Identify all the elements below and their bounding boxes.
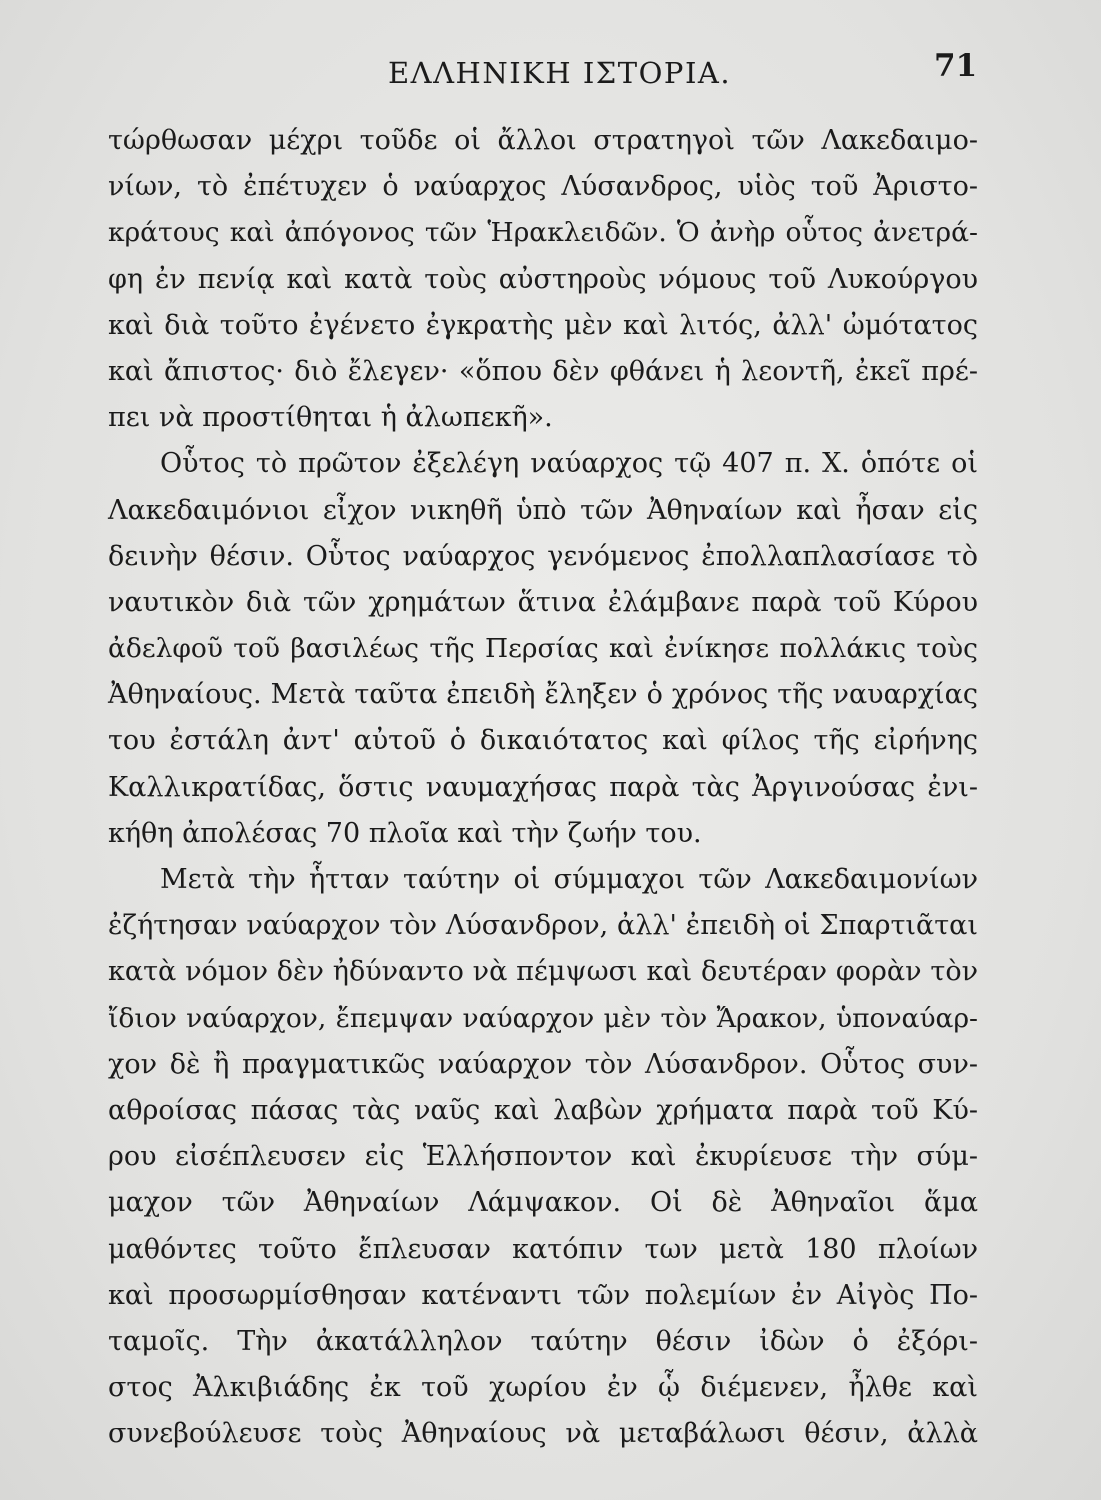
- text-line: Μετὰ τὴν ἧτταν ταύτην οἱ σύμμαχοι τῶν Λακεδαιμονίων: [160, 864, 978, 895]
- text-line: ἴδιον ναύαρχον, ἔπεμψαν ναύαρχον μὲν τὸν Ἄρακον, ὑποναύαρ-: [108, 1002, 978, 1034]
- text-line: ἀδελφοῦ τοῦ βασιλέως τῆς Περσίας καὶ ἐνίκησε πολλάκις τοὺς: [108, 633, 978, 665]
- text-line: Οὗτος τὸ πρῶτον ἐξελέγη ναύαρχος τῷ 407 π. Χ. ὁπότε οἱ: [160, 448, 978, 480]
- text-line: καὶ προσωρμίσθησαν κατέναντι τῶν πολεμίων ἐν Αἰγὸς Πο-: [108, 1279, 978, 1311]
- text-line: Λακεδαιμόνιοι εἶχον νικηθῆ ὑπὸ τῶν Ἀθηναίων καὶ ἦσαν εἰς: [108, 494, 978, 526]
- text-line: ἐζήτησαν ναύαρχον τὸν Λύσανδρον, ἀλλ' ἐπειδὴ οἱ Σπαρτιᾶται: [108, 910, 978, 942]
- text-line: του ἐστάλη ἀντ' αὐτοῦ ὁ δικαιότατος καὶ φίλος τῆς εἰρήνης: [108, 725, 978, 757]
- text-line: Ἀθηναίους. Μετὰ ταῦτα ἐπειδὴ ἔληξεν ὁ χρόνος τῆς ναυαρχίας: [108, 679, 978, 711]
- page-header: [0, 48, 1101, 98]
- text-line: μαχον τῶν Ἀθηναίων Λάμψακον. Οἱ δὲ Ἀθηναῖοι ἅμα: [108, 1187, 978, 1219]
- text-line: καὶ διὰ τοῦτο ἐγένετο ἐγκρατὴς μὲν καὶ λιτός, ἀλλ' ὠμότατος: [108, 309, 978, 341]
- text-line: Καλλικρατίδας, ὅστις ναυμαχήσας παρὰ τὰς Ἀργινούσας ἐνι-: [108, 771, 978, 803]
- text-line: χον δὲ ἢ πραγματικῶς ναύαρχον τὸν Λύσανδρον. Οὗτος συν-: [108, 1048, 978, 1080]
- text-line: ρου εἰσέπλευσεν εἰς Ἑλλήσποντον καὶ ἐκυρίευσε τὴν σύμ-: [108, 1141, 978, 1173]
- text-line: κράτους καὶ ἀπόγονος τῶν Ἡρακλειδῶν. Ὁ ἀνὴρ οὗτος ἀνετρά-: [108, 217, 978, 249]
- text-line: νίων, τὸ ἐπέτυχεν ὁ ναύαρχος Λύσανδρος, υἱὸς τοῦ Ἀριστο-: [108, 171, 978, 203]
- text-line: ταμοῖς. Τὴν ἀκατάλληλον ταύτην θέσιν ἰδὼν ὁ ἐξόρι-: [108, 1325, 978, 1357]
- text-line: αθροίσας πάσας τὰς ναῦς καὶ λαβὼν χρήματα παρὰ τοῦ Κύ-: [108, 1094, 978, 1126]
- page-number: 71: [934, 48, 978, 84]
- text-line: κατὰ νόμον δὲν ἠδύναντο νὰ πέμψωσι καὶ δευτέραν φορὰν τὸν: [108, 956, 978, 988]
- text-line: φη ἐν πενίᾳ καὶ κατὰ τοὺς αὐστηροὺς νόμους τοῦ Λυκούργου: [108, 263, 978, 295]
- text-line: κήθη ἀπολέσας 70 πλοῖα καὶ τὴν ζωήν του.: [108, 817, 702, 849]
- text-line: στος Ἀλκιβιάδης ἐκ τοῦ χωρίου ἐν ᾧ διέμενεν, ἦλθε καὶ: [108, 1372, 978, 1404]
- text-line: τώρθωσαν μέχρι τοῦδε οἱ ἄλλοι στρατηγοὶ τῶν Λακεδαιμο-: [108, 125, 978, 156]
- running-title: ΕΛΛΗΝΙΚΗ ΙΣΤΟΡΙΑ.: [388, 56, 732, 90]
- text-line: πει νὰ προστίθηται ἡ ἀλωπεκῆ».: [108, 402, 553, 434]
- text-line: μαθόντες τοῦτο ἔπλευσαν κατόπιν των μετὰ 180 πλοίων: [108, 1233, 978, 1265]
- text-line: ναυτικὸν διὰ τῶν χρημάτων ἅτινα ἐλάμβανε παρὰ τοῦ Κύρου: [108, 586, 978, 618]
- text-line: δεινὴν θέσιν. Οὗτος ναύαρχος γενόμενος ἐπολλαπλασίασε τὸ: [108, 540, 978, 572]
- body-text: [108, 118, 978, 1457]
- text-line: καὶ ἄπιστος· διὸ ἔλεγεν· «ὅπου δὲν φθάνει ἡ λεοντῆ, ἐκεῖ πρέ-: [108, 355, 978, 387]
- text-line: συνεβούλευσε τοὺς Ἀθηναίους νὰ μεταβάλωσι θέσιν, ἀλλὰ: [108, 1418, 978, 1450]
